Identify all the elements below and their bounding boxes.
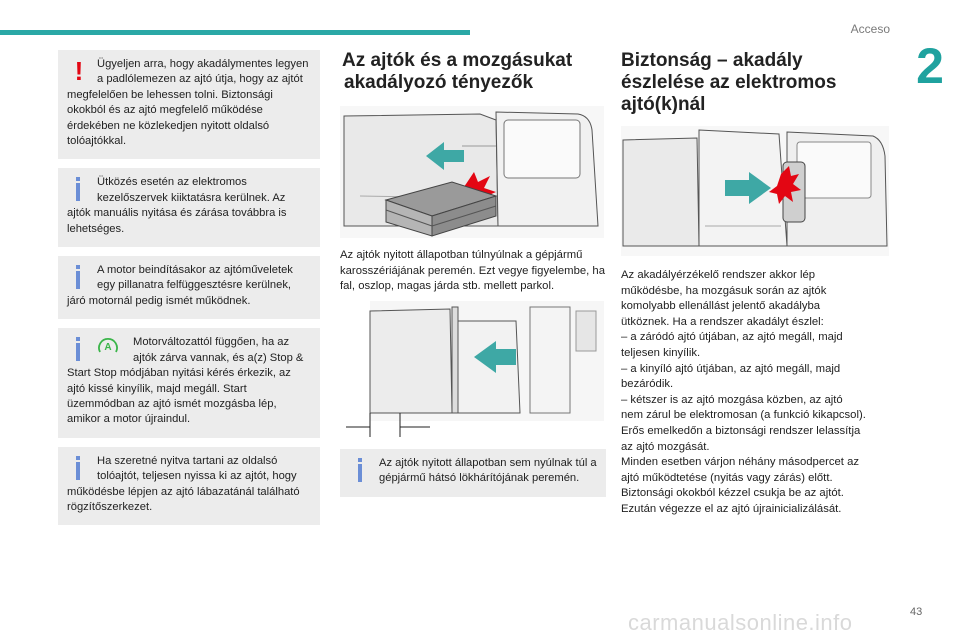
note-text: Az ajtók nyitott állapotban sem nyúlnak túl a gépjármű hátsó lökhárítójának peremén. <box>379 456 597 485</box>
warning-icon: ! <box>74 56 84 86</box>
stop-start-icon <box>97 337 119 355</box>
info-note <box>58 447 320 526</box>
obstacle-detection-text: Az akadályérzékelő rendszer akkor lép működésbe, ha mozgásuk során az ajtók komolyabb ellenállást jelentő akadályba ütköznek. Ha a rendszer akadályt észlel: – a záródó ajtó útjában, az ajtó megáll, majd teljesen kinyílik. – a kinyíló ajtó útjában, az ajtó megáll, majd bezáródik. – kétszer is az ajtó mozgása közben, az ajtó nem zárul be elektromosan (a funkció kikapcsol). Erős emelkedőn a biztonsági rendszer lelassítja az ajtó mozgását. Minden esetben várjon néhány másodpercet az ajtó működtetése (nyitás vagy zárás) előtt. Biztonsági okokból kézzel csukja be az ajtót. Ezután végezze el az ajtó újrainicializálását. <box>621 269 866 515</box>
chapter-number: 2 <box>916 38 944 94</box>
info-icon <box>67 335 127 365</box>
info-note <box>58 168 320 247</box>
door-obstacle-illustration <box>621 126 889 256</box>
door-clearance-illustration <box>340 301 604 439</box>
notes-column <box>58 50 320 534</box>
stop-start-note <box>58 328 320 437</box>
warning-note <box>58 50 320 159</box>
safety-column <box>621 50 891 518</box>
note-text: Motorváltozattól függően, ha az ajtók zárva vannak, és a(z) Stop & Start Stop módjában nyitási kérés érkezik, az ajtó kissé kinyílik, majd megáll. Start üzemmódban az ajtó ismét mozgásba lép, amikor a motor újraindul. <box>67 336 304 426</box>
info-icon <box>67 454 91 484</box>
parking-paragraph: Az ajtók nyitott állapotban túlnyúlnak a gépjármű karosszériájának peremén. Ezt vegye figyelembe, ha fal, oszlop, magas járda stb. mellett parkol. <box>340 249 605 293</box>
section-heading: Az ajtók és a mozgásukat akadályozó tényezők <box>342 50 573 93</box>
note-text: Ügyeljen arra, hogy akadálymentes legyen a padlólemezen az ajtó útja, hogy az ajtót megfelelően be lehessen tolni. Biztonsági okokból és az ajtó megfelelő működése érdekében ne közlekedjen nyitott oldalsó tolóajtókkal. <box>67 58 309 148</box>
section-title: Acceso <box>850 22 890 36</box>
note-text: Ha szeretné nyitva tartani az oldalsó tolóajtót, teljesen nyissa ki az ajtót, hogy működésbe lépjen az ajtó lábazatánál található rögzítőszerkezet. <box>67 454 300 513</box>
note-text: A motor beindításakor az ajtóműveletek egy pillanatra felfüggesztésre kerülnek, járó motornál pedig ismét működnek. <box>67 264 293 307</box>
watermark: carmanualsonline.info <box>628 610 853 635</box>
info-note <box>340 449 606 497</box>
info-icon <box>67 263 91 293</box>
info-note <box>58 256 320 319</box>
info-icon <box>67 175 91 205</box>
info-icon <box>349 456 373 486</box>
page-number: 43 <box>910 606 923 618</box>
section-heading: Biztonság – akadály észlelése az elektromos ajtó(k)nál <box>621 50 837 115</box>
svg-text:A: A <box>104 342 112 354</box>
header-accent-bar <box>0 30 470 35</box>
van-wall-illustration <box>340 106 604 238</box>
note-text: Ütközés esetén az elektromos kezelőszervek kiiktatásra kerülnek. Az ajtók manuális nyitása és zárása továbbra is lehetséges. <box>67 176 287 235</box>
obstacles-column <box>340 50 606 506</box>
